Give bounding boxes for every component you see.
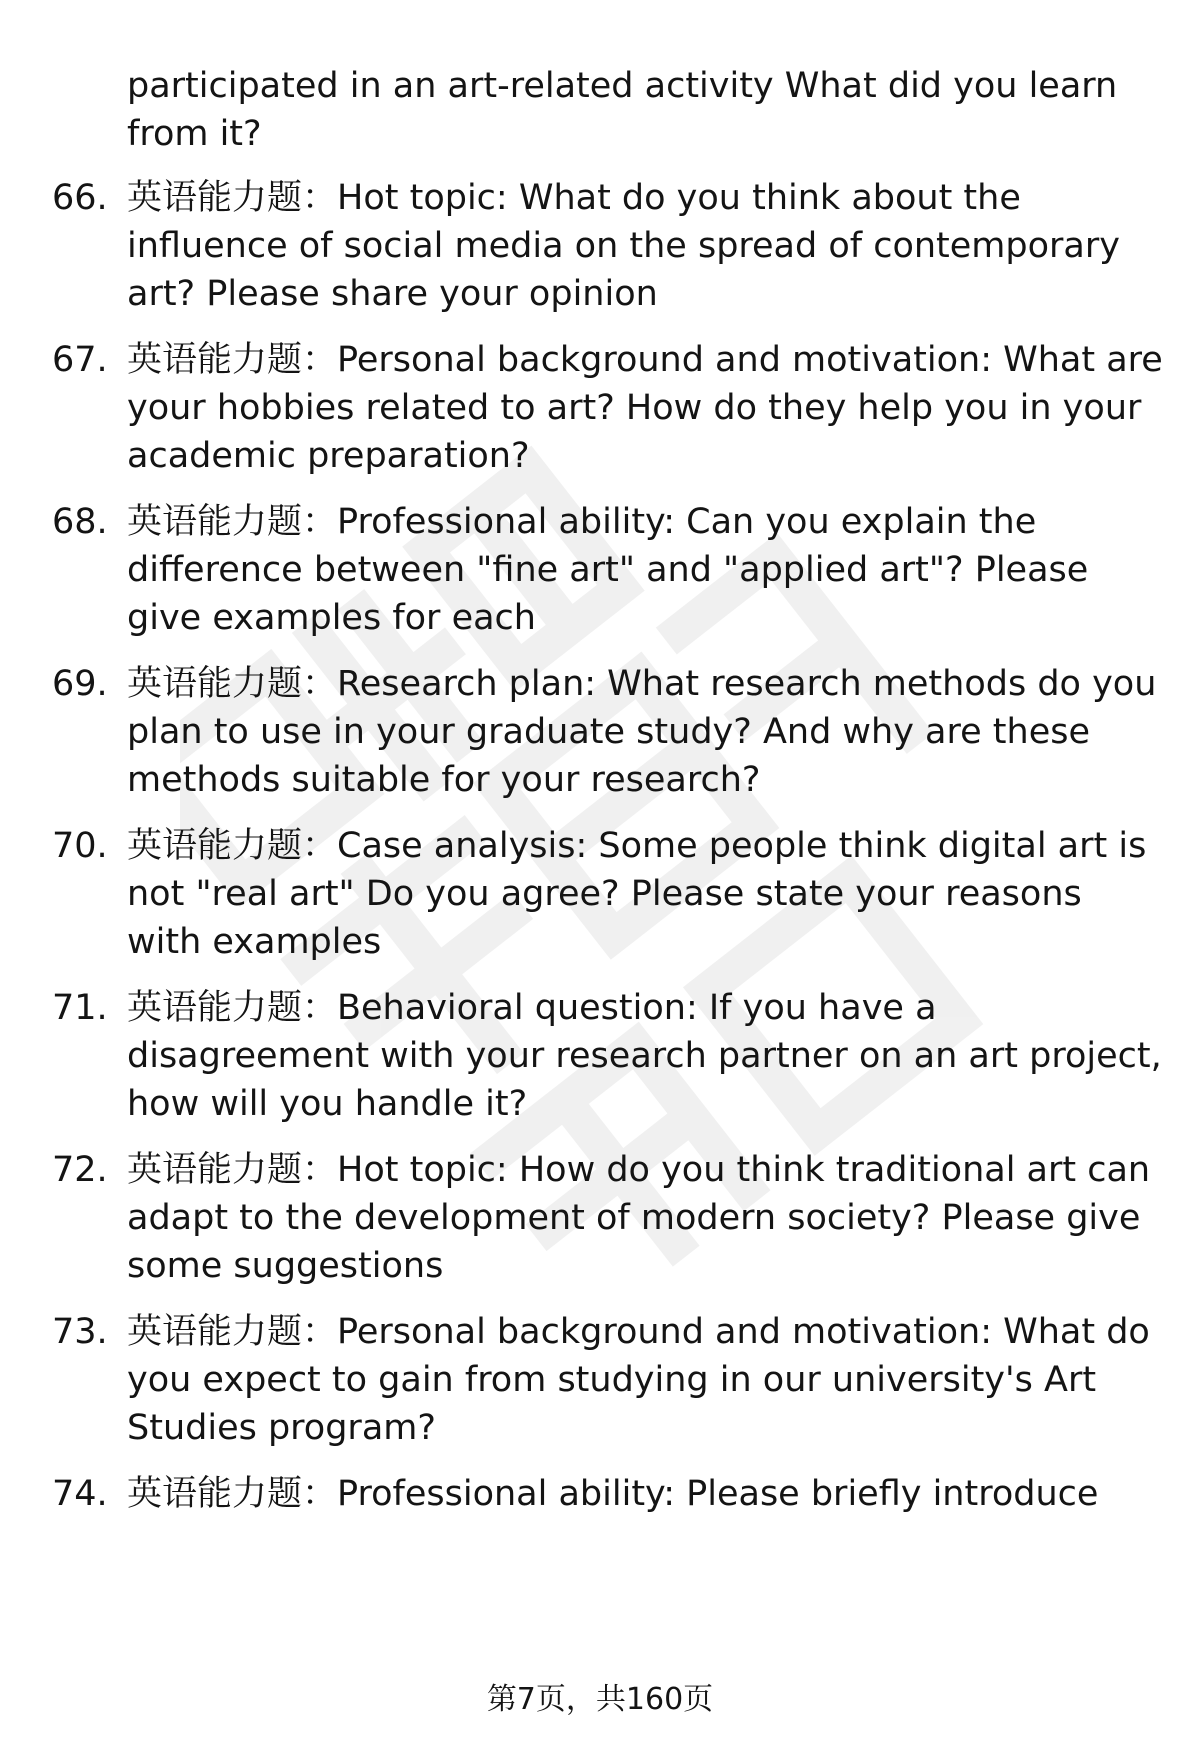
question-category: 英语能力题：	[127, 340, 338, 380]
question-body	[127, 660, 1167, 804]
question-body	[127, 336, 1167, 480]
question-category: 英语能力题：	[127, 1312, 338, 1352]
question-item	[52, 498, 1167, 642]
question-body	[127, 498, 1167, 642]
question-number: 70.	[52, 826, 108, 866]
question-item	[52, 174, 1167, 318]
question-item	[52, 1470, 1167, 1518]
question-body	[127, 1308, 1167, 1452]
question-category: 英语能力题：	[127, 1474, 338, 1514]
continued-question-text: participated in an art-related activity What did you learn from it?	[127, 66, 1118, 154]
page-number-footer: 第7页，共160页	[486, 1682, 714, 1717]
question-text: Hot topic: What do you think about the influence of social media on the spread of contemporary art? Please share your opinion	[127, 178, 1120, 314]
question-category: 英语能力题：	[127, 178, 338, 218]
question-text: Personal background and motivation: What are your hobbies related to art? How do they help you in your academic preparation?	[127, 340, 1163, 476]
question-body	[127, 1470, 1167, 1518]
question-text: Professional ability: Please briefly introduce	[337, 1474, 1099, 1514]
question-item	[52, 1308, 1167, 1452]
question-text: Behavioral question: If you have a disagreement with your research partner on an art project, how will you handle it?	[127, 988, 1162, 1124]
question-item	[52, 336, 1167, 480]
question-number: 67.	[52, 340, 108, 380]
question-category: 英语能力题：	[127, 826, 338, 866]
question-number: 66.	[52, 178, 108, 218]
question-body	[127, 174, 1167, 318]
question-number: 69.	[52, 664, 108, 704]
question-text: Professional ability: Can you explain the difference between "fine art" and "applied art"? Please give examples for each	[127, 502, 1089, 638]
question-body	[127, 822, 1167, 966]
question-category: 英语能力题：	[127, 1150, 338, 1190]
question-item	[52, 822, 1167, 966]
question-category: 英语能力题：	[127, 502, 338, 542]
question-category: 英语能力题：	[127, 988, 338, 1028]
question-category: 英语能力题：	[127, 664, 338, 704]
question-number: 68.	[52, 502, 108, 542]
question-text: Hot topic: How do you think traditional art can adapt to the development of modern society? Please give some suggestions	[127, 1150, 1151, 1286]
question-number: 73.	[52, 1312, 108, 1352]
question-number: 71.	[52, 988, 108, 1028]
question-body	[127, 984, 1167, 1128]
question-text: Personal background and motivation: What do you expect to gain from studying in our university's Art Studies program?	[127, 1312, 1150, 1448]
question-body	[127, 1146, 1167, 1290]
question-item	[52, 984, 1167, 1128]
question-item	[52, 1146, 1167, 1290]
question-text: Research plan: What research methods do you plan to use in your graduate study? And why are these methods suitable for your research?	[127, 664, 1157, 800]
question-number: 72.	[52, 1150, 108, 1190]
question-number: 74.	[52, 1474, 108, 1514]
question-text: Case analysis: Some people think digital art is not "real art" Do you agree? Please state your reasons with examples	[127, 826, 1147, 962]
question-item	[52, 660, 1167, 804]
